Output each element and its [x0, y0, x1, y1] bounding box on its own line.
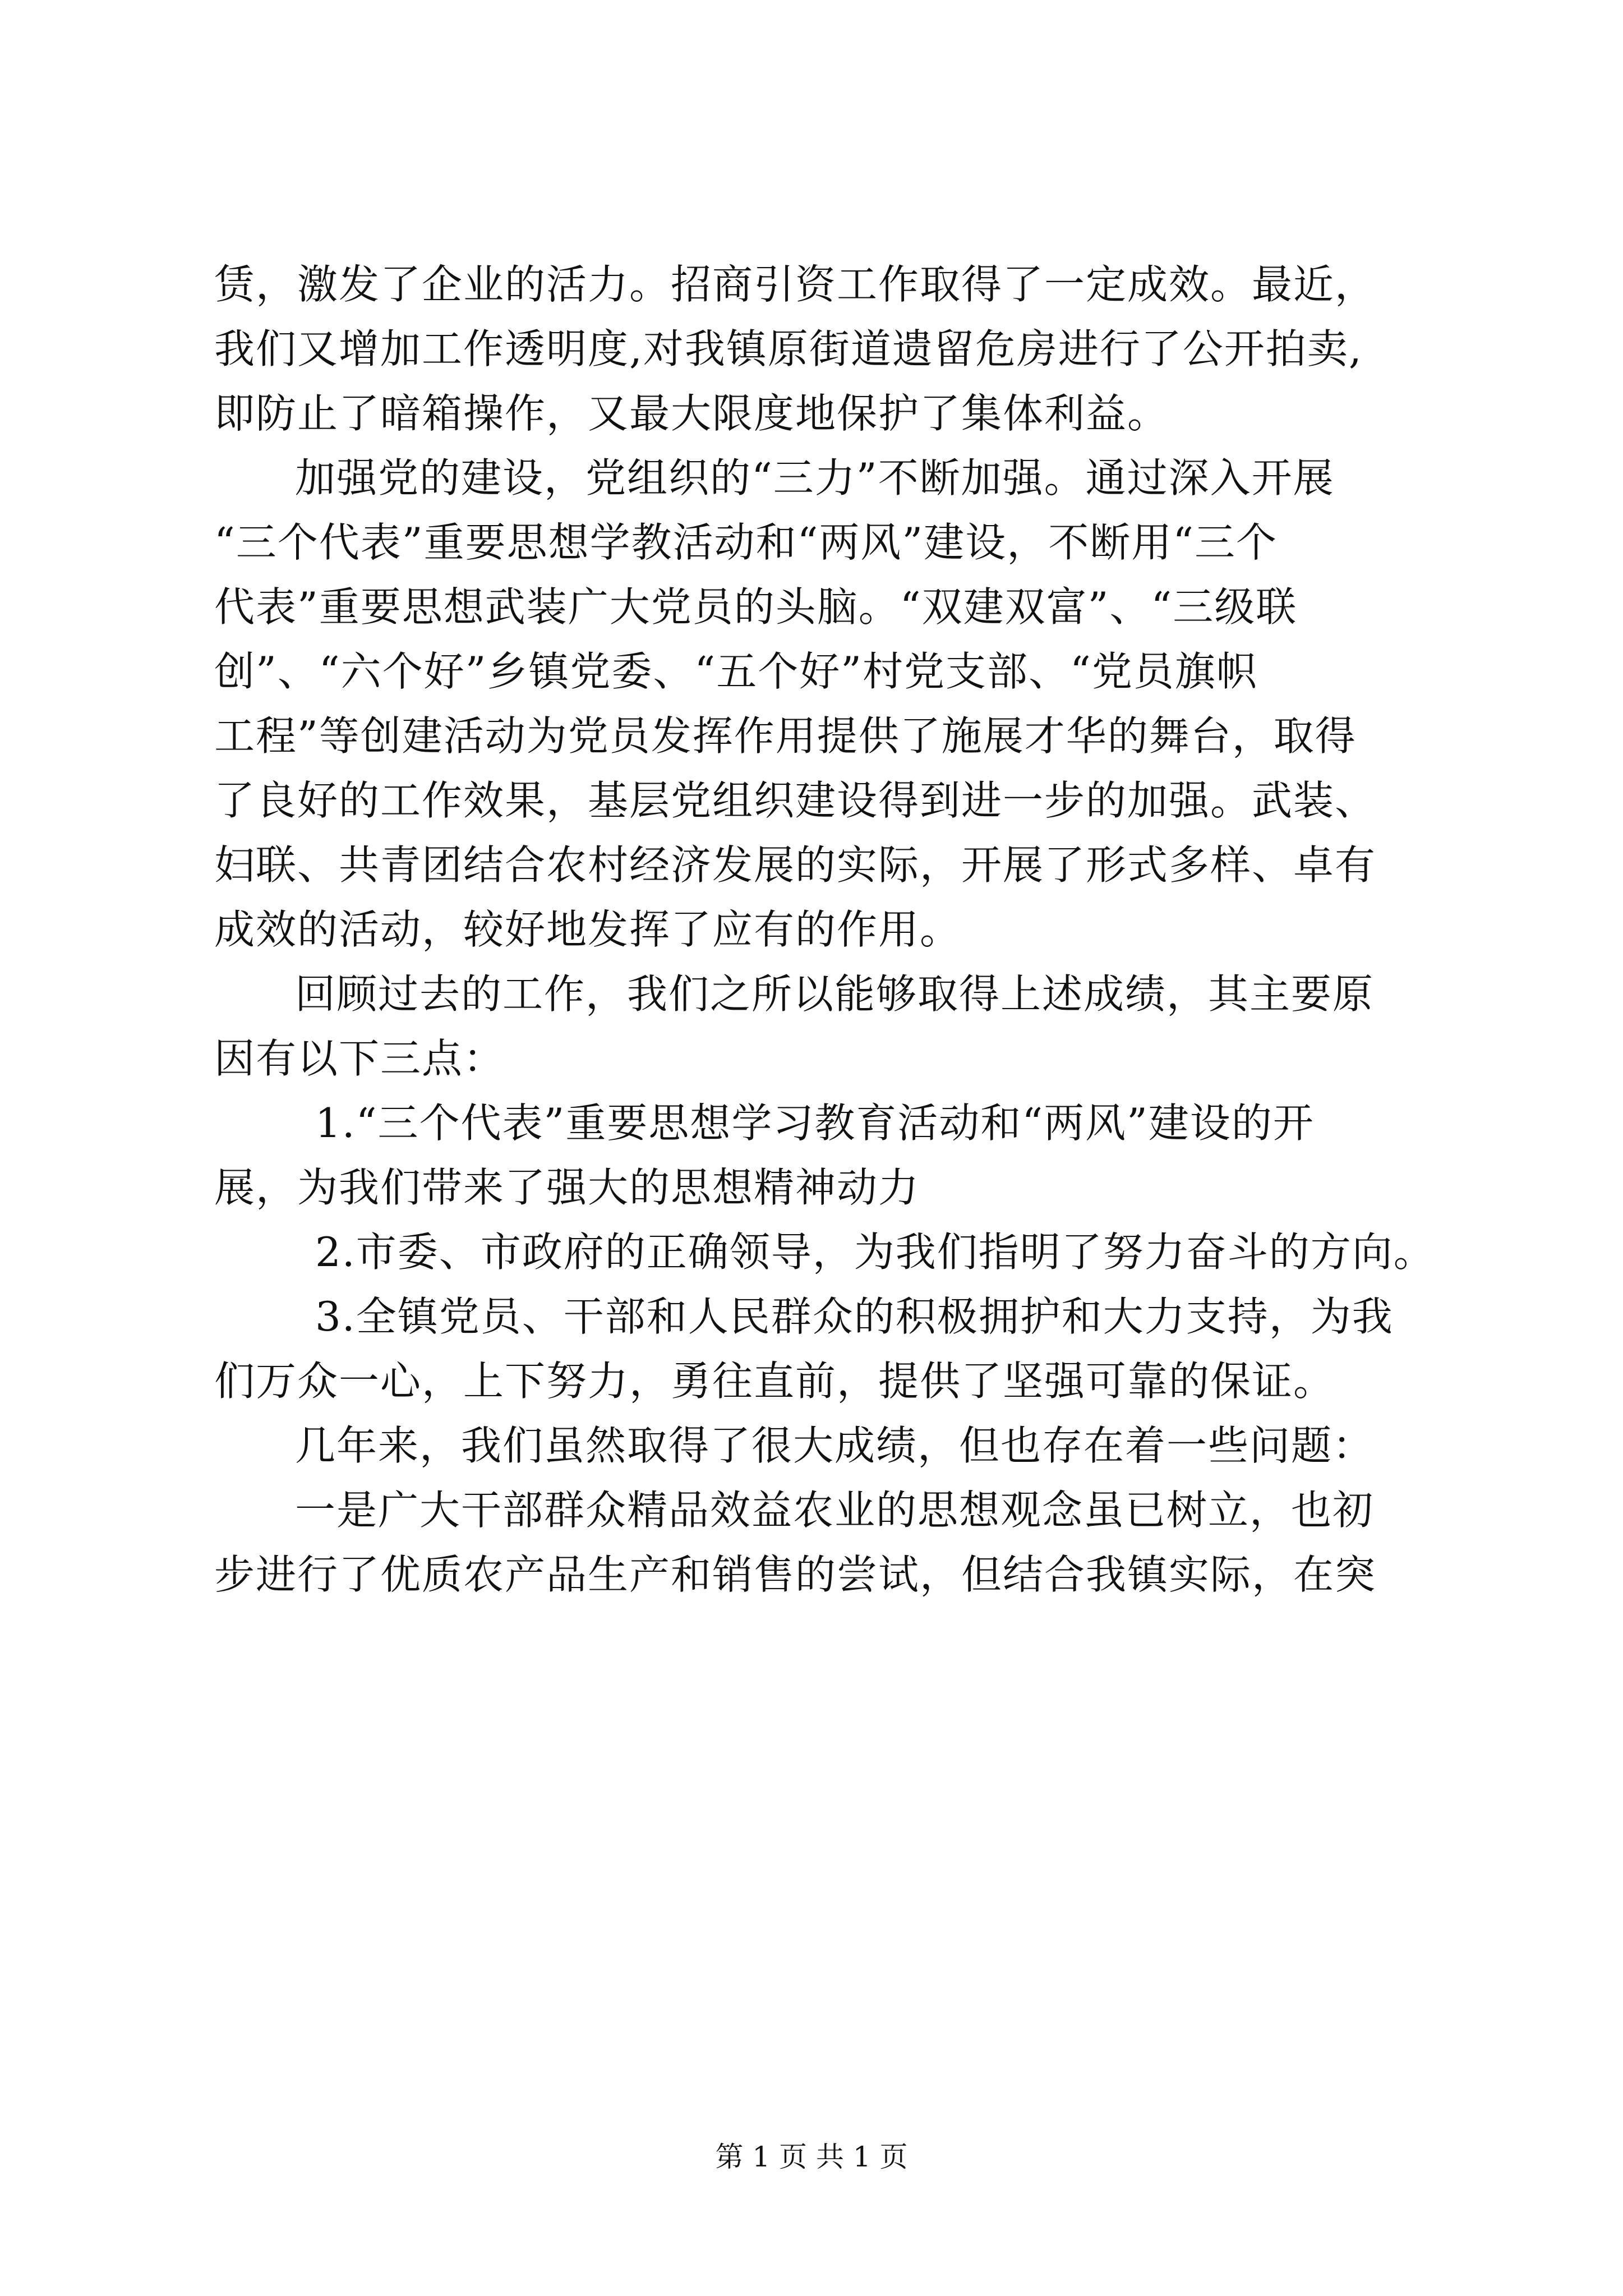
document-body: [214, 252, 1470, 1607]
text-line: 展，为我们带来了强大的思想精神动力: [214, 1164, 920, 1211]
text-line: 代表”重要思想武装广大党员的头脑。“双建双富”、“三级联: [214, 583, 1298, 631]
text-line: 即防止了暗箱操作，又最大限度地保护了集体利益。: [214, 390, 1169, 437]
paragraph-start-line: 加强党的建设，党组织的“三力”不断加强。通过深入开展: [295, 454, 1335, 501]
text-line: 成效的活动，较好地发挥了应有的作用。: [214, 906, 962, 953]
text-line: 创”、“六个好”乡镇党委、“五个好”村党支部、“党员旗帜: [214, 648, 1258, 695]
text-line: 赁，激发了企业的活力。招商引资工作取得了一定成效。最近，: [214, 261, 1377, 308]
paragraph-start-line: 回顾过去的工作，我们之所以能够取得上述成绩，其主要原: [295, 970, 1375, 1018]
paragraph-start-line: 一是广大干部群众精品效益农业的思想观念虽已树立，也初: [295, 1487, 1375, 1534]
text-line: 步进行了优质农产品生产和销售的尝试，但结合我镇实际，在突: [214, 1551, 1377, 1598]
text-line: “三个代表”重要思想学教活动和“两风”建设，不断用“三个: [214, 519, 1278, 566]
numbered-item-line: 3.全镇党员、干部和人民群众的积极拥护和大力支持，为我: [315, 1293, 1394, 1340]
page-number-footer: 第 1 页 共 1 页: [715, 2141, 908, 2173]
numbered-item-line: 2.市委、市政府的正确领导，为我们指明了努力奋斗的方向。: [315, 1228, 1435, 1276]
text-line: 了良好的工作效果，基层党组织建设得到进一步的加强。武装、: [214, 777, 1377, 824]
text-line: 妇联、共青团结合农村经济发展的实际，开展了形式多样、卓有: [214, 841, 1377, 889]
text-line: 们万众一心，上下努力，勇往直前，提供了坚强可靠的保证。: [214, 1358, 1335, 1405]
numbered-item-line: 1.“三个代表”重要思想学习教育活动和“两风”建设的开: [315, 1099, 1315, 1147]
paragraph-start-line: 几年来，我们虽然取得了很大成绩，但也存在着一些问题：: [295, 1422, 1375, 1469]
text-line: 工程”等创建活动为党员发挥作用提供了施展才华的舞台，取得: [214, 712, 1357, 760]
text-line: 因有以下三点：: [214, 1035, 505, 1082]
text-line: 我们又增加工作透明度,对我镇原街道遗留危房进行了公开拍卖,: [214, 325, 1363, 372]
